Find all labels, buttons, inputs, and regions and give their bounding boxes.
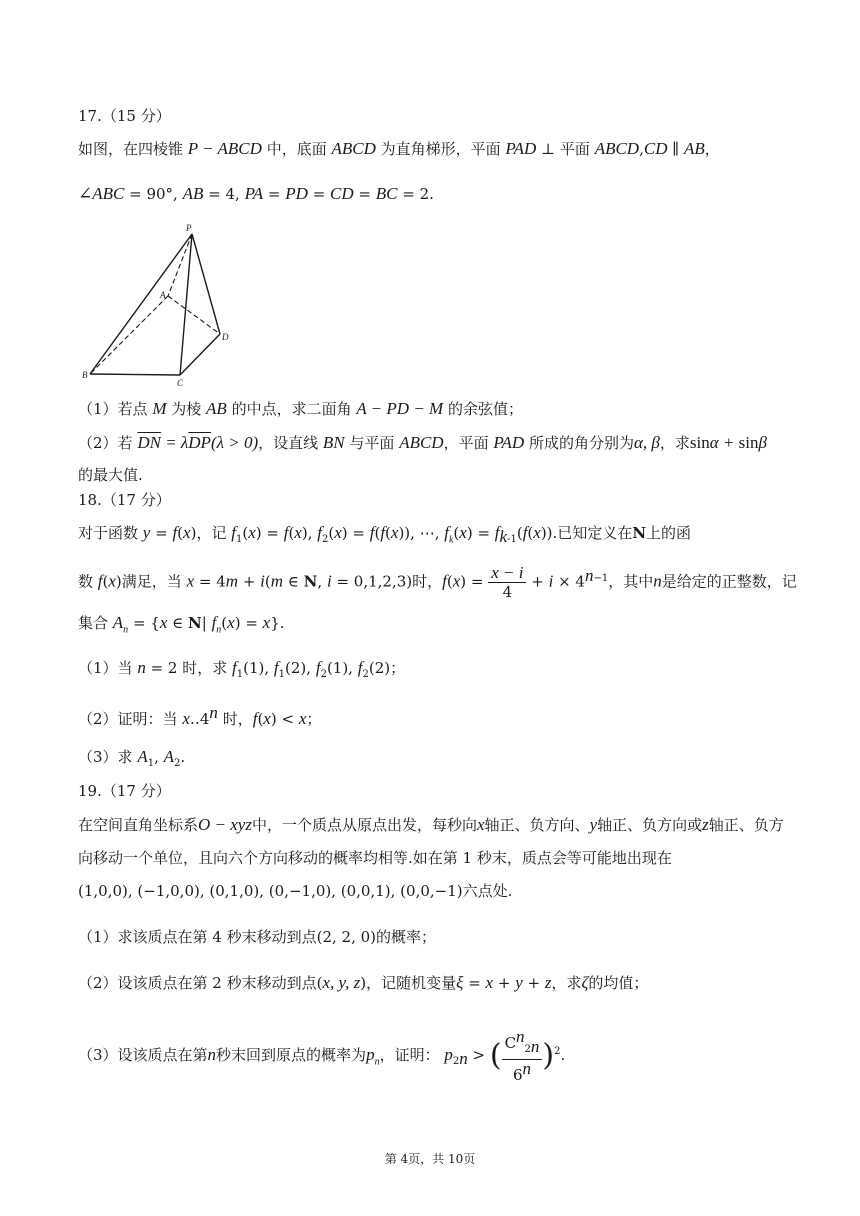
q18-line2: 数 f(x)满足，当 x = 4m + i(m ∈ N, i = 0,1,2,3)时，f(x) = $\frac{x - i}{4}$ + $i \times 4^{n-1}$，其中n是给定的正整数，记 [78,563,797,601]
q17-part1: （1）若点 M 为棱 AB 的中点，求二面角 A − PD − M 的余弦值； [78,399,523,418]
label-b: B [82,370,88,380]
edge-ad [168,296,220,334]
q19-line1: 在空间直角坐标系O − xyz中，一个质点从原点出发，每秒向x轴正、负方向、y轴正、负方向或z轴正、负方 [78,815,784,834]
q19-header: 19.（17 分） [78,782,171,800]
edge-pd [192,234,220,334]
q17-conditions: ∠ABC = 90°, AB = 4, PA = PD = CD = BC = 2. [78,184,434,203]
q17-part2-end: 的最大值. [78,466,143,484]
edge-pb [90,234,192,374]
edge-pc [180,234,192,375]
pyramid-figure [80,222,240,390]
label-c: C [177,378,184,388]
q19-line2: 向移动一个单位，且向六个方向移动的概率均相等.如在第 1 秒末，质点会等可能地出现在 [78,849,672,867]
q18-header: 18.（17 分） [78,491,171,509]
q19-part3: （3）设该质点在第n秒末回到原点的概率为$p_n$，证明： $p_{2n}$ > ( $\frac{C^n_{2n}}{6^n}$ )$^2$. [78,1027,566,1084]
q19-line3: (1,0,0), (−1,0,0), (0,1,0), (0,−1,0), (0,0,1), (0,0,−1)六点处. [78,882,513,900]
q18-part2: （2）证明：当 x‥4$^n$ 时，f(x) < x； [78,703,322,728]
q18-line1: 对于函数 y = f(x)，记 $f_1(x) = f(x)$, $f_2(x) = f(f(x))$, ⋯, $f_k(x) = f_{k-1}(f(x))$.已知定义在N上的函 [78,523,692,546]
label-d: D [222,332,229,342]
q17-part2: （2）若 $\overline{DN} = \lambda\overline{DP}(\lambda > 0)$，设直线 BN 与平面 ABCD，平面 PAD 所成的角分别为α, β，求sinα + sinβ [78,433,767,452]
edge-pa [168,234,192,296]
q17-header: 17.（15 分） [78,107,171,125]
page-footer: 第 4页，共 10页 [384,1152,476,1166]
q17-intro-line1: 如图，在四棱锥 P − ABCD 中，底面 ABCD 为直角梯形，平面 PAD ⊥ 平面 ABCD,CD ∥ AB， [78,139,720,158]
edge-cd [180,334,220,375]
q18-part3: （3）求 $A_1$, $A_2$. [78,747,186,769]
q19-part1: （1）求该质点在第 4 秒末移动到点(2, 2, 0)的概率； [78,928,437,946]
q18-part1: （1）当 n = 2 时，求 $f_1(1)$, $f_1(2)$, $f_2(1)$, $f_2(2)$； [78,658,406,680]
q19-part2: （2）设该质点在第 2 秒末移动到点(x, y, z)，记随机变量ξ = x + y + z，求ζ的均值； [78,973,649,992]
edge-ab [90,296,168,374]
q18-line3: 集合 $A_n = \{x$ ∈ N| $f_n(x) = x$}. [78,613,285,636]
label-p: P [186,223,192,233]
edge-bc [90,374,180,375]
label-a: A [160,290,166,300]
